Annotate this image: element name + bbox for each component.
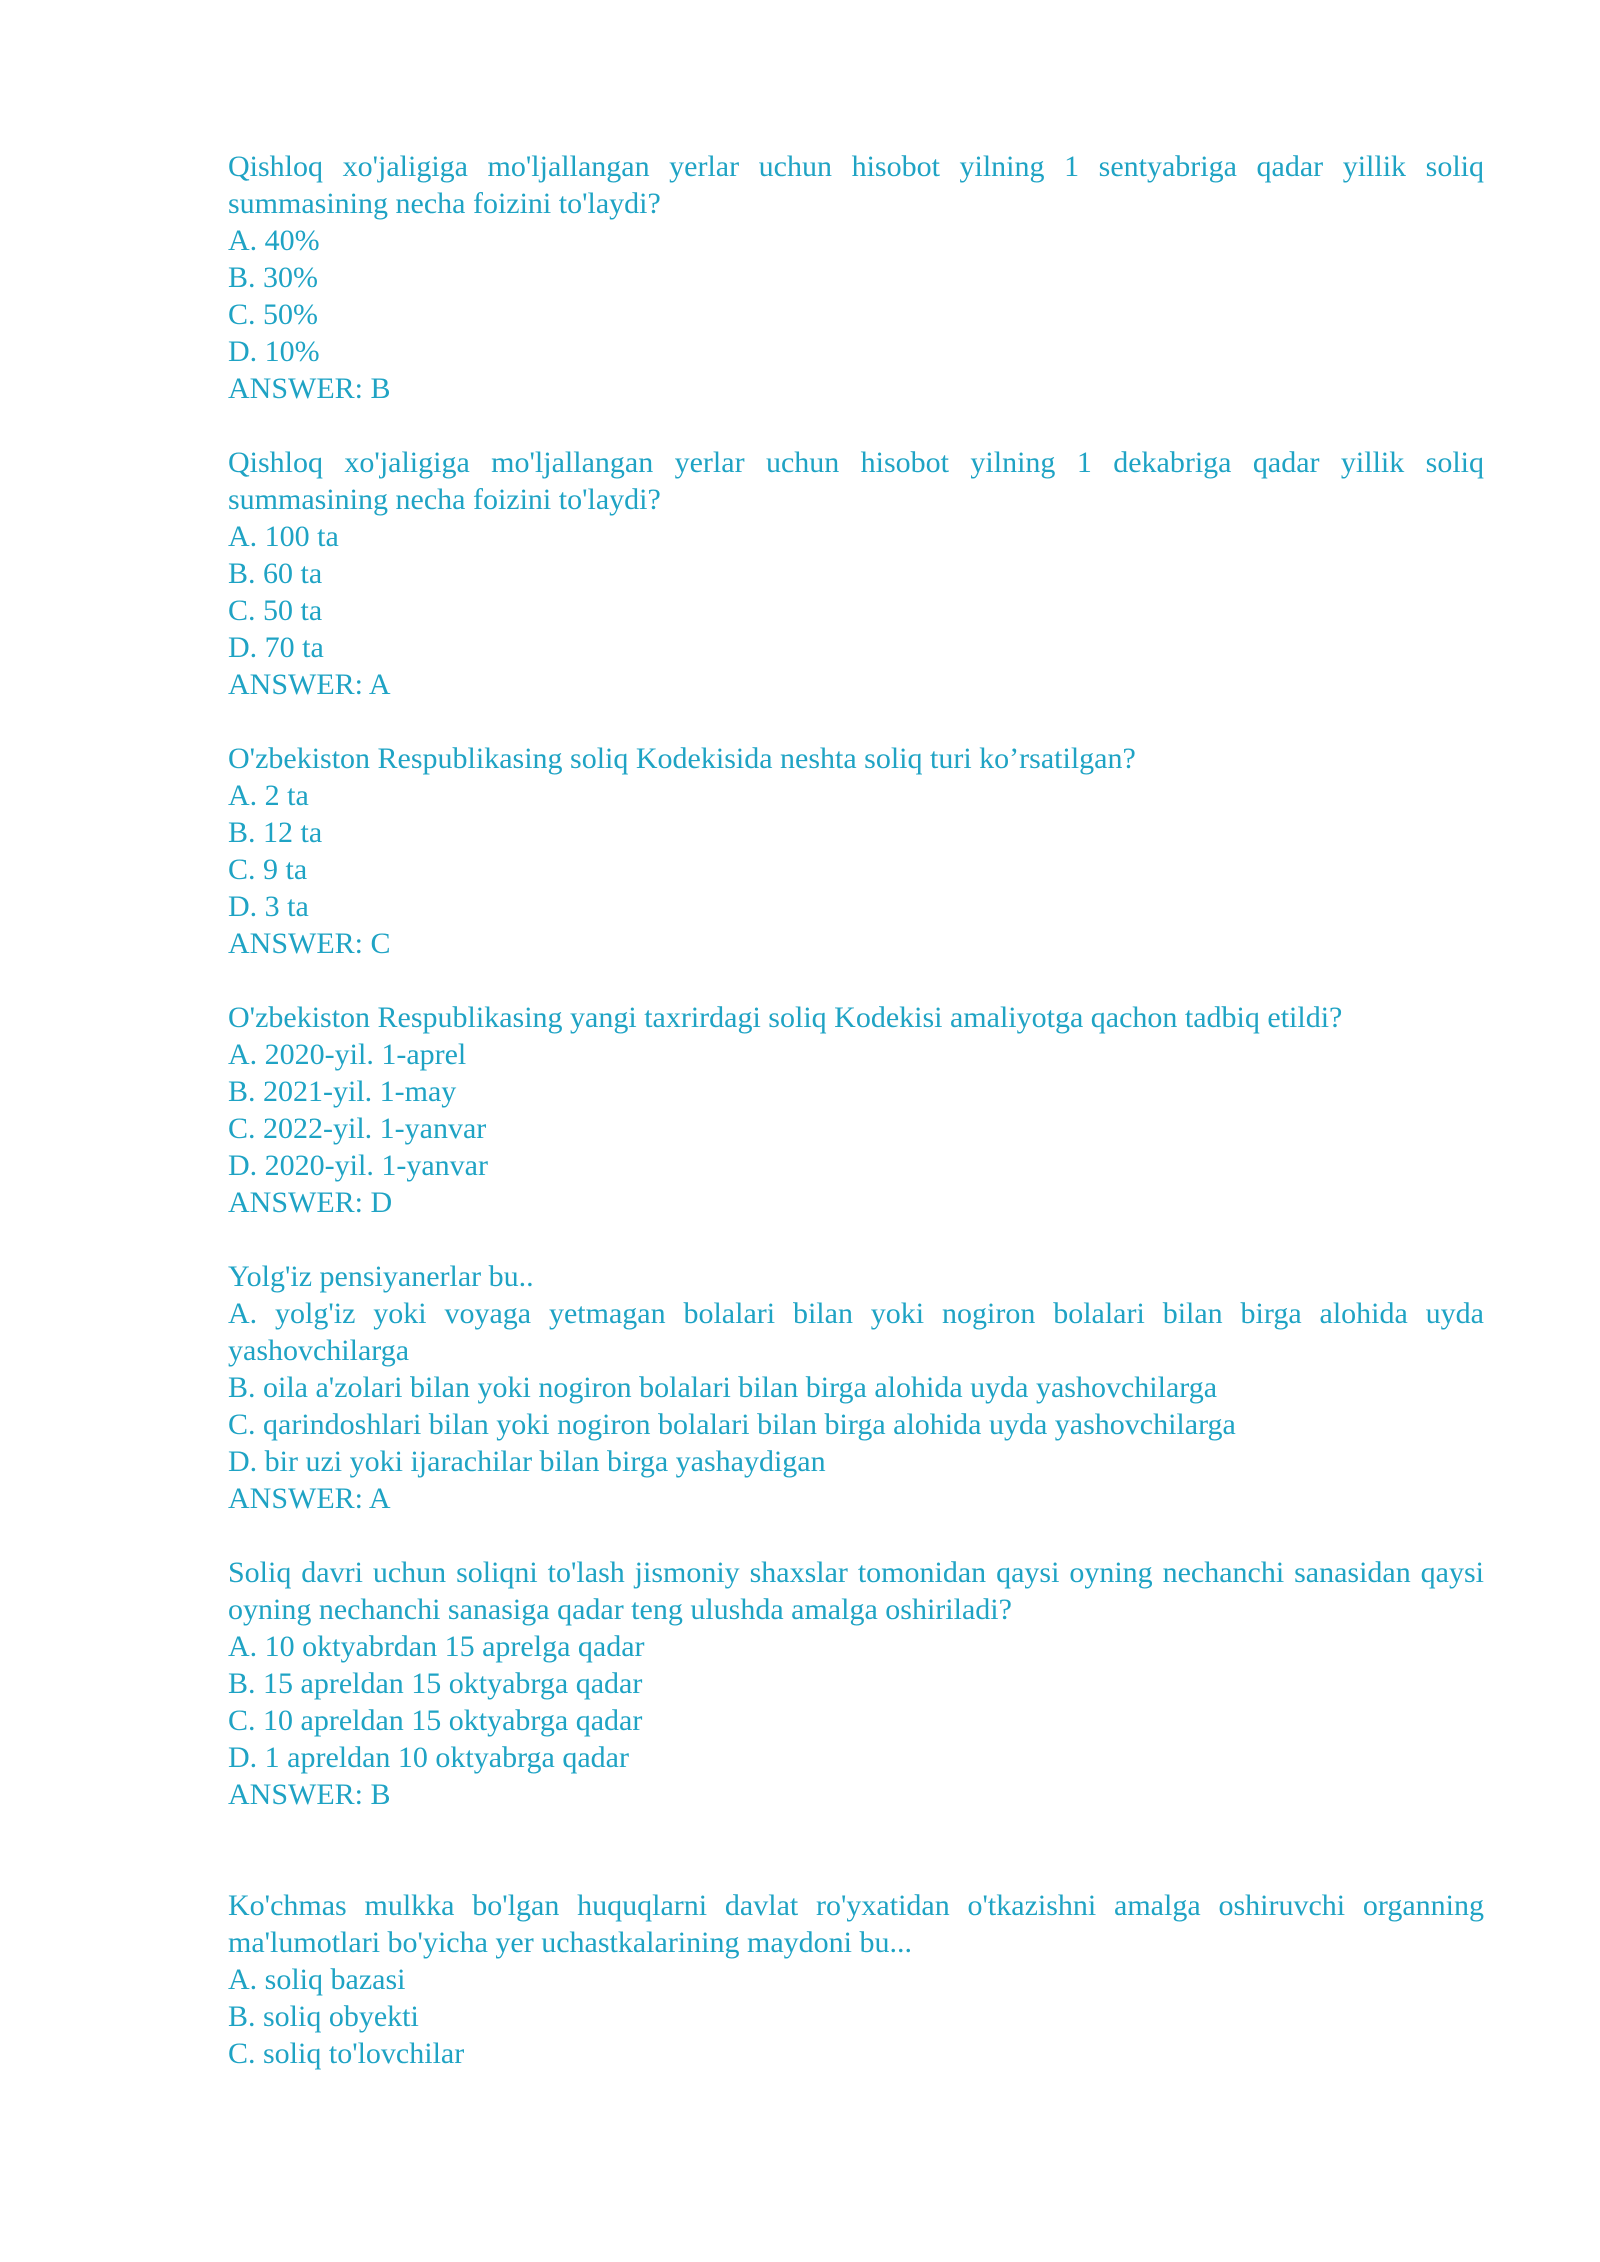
question-text: Yolg'iz pensiyanerlar bu.. [228,1260,534,1293]
option-c: C. 2022-yil. 1-yanvar [228,1112,487,1145]
option-b: B. 60 ta [228,557,323,590]
option-a: A. 2 ta [228,779,309,812]
option-c: C. soliq to'lovchilar [228,2037,465,2070]
option-a: A. 40% [228,224,320,257]
option-c: C. 50% [228,298,318,331]
option-d: D. 3 ta [228,890,309,923]
option-a: A. soliq bazasi [228,1963,406,1996]
option-d: D. bir uzi yoki ijarachilar bilan birga yashaydigan [228,1445,826,1478]
question-text: Qishloq xo'jaligiga mo'ljallangan yerlar uchun hisobot yilning 1 dekabriga qadar yillik soliq summasining necha foizini to'laydi? [228,446,1484,516]
answer-line: ANSWER: D [228,1186,393,1219]
option-b: B. 30% [228,261,318,294]
answer-line: ANSWER: A [228,1482,391,1515]
question-text: Qishloq xo'jaligiga mo'ljallangan yerlar uchun hisobot yilning 1 sentyabriga qadar yillik soliq summasining necha foizini to'laydi? [228,150,1484,220]
option-d: D. 10% [228,335,320,368]
option-c: C. 50 ta [228,594,323,627]
option-c: C. 10 apreldan 15 oktyabrga qadar [228,1704,643,1737]
option-b: B. 15 apreldan 15 oktyabrga qadar [228,1667,643,1700]
question-block-7 [228,1887,1484,2072]
option-c: C. 9 ta [228,853,308,886]
question-block-2 [228,444,1484,703]
option-b: B. soliq obyekti [228,2000,419,2033]
option-a: A. yolg'iz yoki voyaga yetmagan bolalari bilan yoki nogiron bolalari bilan birga alohida uyda yashovchilarga [228,1297,1484,1367]
option-a: A. 10 oktyabrdan 15 aprelga qadar [228,1630,645,1663]
question-block-1 [228,148,1484,407]
question-block-4 [228,999,1484,1221]
question-text: O'zbekiston Respublikasing soliq Kodekisida neshta soliq turi ko’rsatilgan? [228,742,1136,775]
question-text: Ko'chmas mulkka bo'lgan huquqlarni davlat ro'yxatidan o'tkazishni amalga oshiruvchi organning ma'lumotlari bo'yicha yer uchastkalarining maydoni bu... [228,1889,1484,1959]
answer-line: ANSWER: B [228,1778,391,1811]
answer-line: ANSWER: A [228,668,391,701]
option-b: B. 12 ta [228,816,323,849]
option-a: A. 2020-yil. 1-aprel [228,1038,467,1071]
option-d: D. 70 ta [228,631,324,664]
option-b: B. oila a'zolari bilan yoki nogiron bolalari bilan birga alohida uyda yashovchilarga [228,1371,1218,1404]
option-d: D. 1 apreldan 10 oktyabrga qadar [228,1741,629,1774]
question-block-6 [228,1554,1484,1813]
document-page [228,148,1484,2109]
question-block-3 [228,740,1484,962]
question-text: O'zbekiston Respublikasing yangi taxrirdagi soliq Kodekisi amaliyotga qachon tadbiq etildi? [228,1001,1343,1034]
question-block-5 [228,1258,1484,1517]
option-c: C. qarindoshlari bilan yoki nogiron bolalari bilan birga alohida uyda yashovchilarga [228,1408,1236,1441]
option-b: B. 2021-yil. 1-may [228,1075,457,1108]
option-d: D. 2020-yil. 1-yanvar [228,1149,488,1182]
answer-line: ANSWER: B [228,372,391,405]
answer-line: ANSWER: C [228,927,391,960]
option-a: A. 100 ta [228,520,339,553]
question-text: Soliq davri uchun soliqni to'lash jismoniy shaxslar tomonidan qaysi oyning nechanchi sanasidan qaysi oyning nechanchi sanasiga qadar teng ulushda amalga oshiriladi? [228,1556,1484,1626]
